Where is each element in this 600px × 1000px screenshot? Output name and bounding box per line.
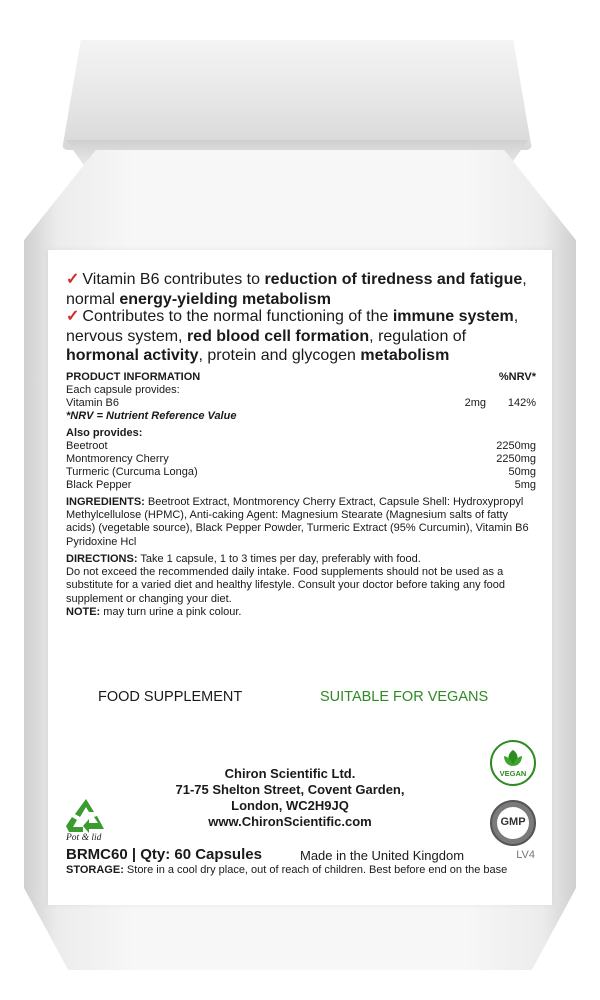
ingredient-name: Turmeric (Curcuma Longa) xyxy=(66,466,198,478)
gmp-badge xyxy=(490,800,536,846)
check-icon: ✓ xyxy=(66,308,80,325)
recycle-caption: Pot & lid xyxy=(66,833,102,843)
company-name: Chiron Scientific Ltd. xyxy=(224,766,356,781)
vitamin-amount: 2mg xyxy=(464,397,486,409)
directions-block xyxy=(66,553,538,619)
bottle-cap xyxy=(62,40,532,150)
each-capsule-text: Each capsule provides: xyxy=(66,384,180,396)
storage-heading: STORAGE: xyxy=(66,864,124,876)
company-website: www.ChironScientific.com xyxy=(208,814,372,829)
ingredients-heading: INGREDIENTS: xyxy=(66,496,145,508)
claim-immune: ✓ Contributes to the normal functioning of the immune system, nervous system, red blood cell formation, regulation of hormonal activity, protein and glycogen metabolism xyxy=(66,308,519,364)
directions-heading: DIRECTIONS: xyxy=(66,553,138,565)
ingredient-amount: 2250mg xyxy=(496,453,536,465)
company-city: London, WC2H9JQ xyxy=(231,798,349,813)
ingredient-amount: 5mg xyxy=(514,479,536,491)
ingredients-block xyxy=(66,496,538,549)
version-label: LV4 xyxy=(516,849,535,861)
company-street: 71-75 Shelton Street, Covent Garden, xyxy=(175,782,405,797)
storage-text: Store in a cool dry place, out of reach of children. Best before end on the base xyxy=(126,864,508,876)
vegan-badge-text: VEGAN xyxy=(499,769,527,778)
claim-tiredness: ✓ Vitamin B6 contributes to reduction of tiredness and fatigue, normal energy-yielding metabolism xyxy=(66,271,527,308)
product-info-heading: PRODUCT INFORMATION xyxy=(66,371,201,383)
directions-warning: Do not exceed the recommended daily intake. Food supplements should not be used as a substitute for a varied diet and healthy lifestyle. Consult your doctor before taking any food supplement or changing your diet. xyxy=(66,566,506,605)
nrv-note: *NRV = Nutrient Reference Value xyxy=(66,410,237,422)
ingredient-name: Beetroot xyxy=(66,440,108,452)
nrv-heading: %NRV* xyxy=(498,371,536,383)
ingredient-amount: 2250mg xyxy=(496,440,536,452)
note-heading: NOTE: xyxy=(66,605,101,618)
note-text: may turn urine a pink colour. xyxy=(103,605,242,618)
gmp-badge-text: GMP xyxy=(500,816,526,828)
vitamin-nrv: 142% xyxy=(507,397,536,409)
also-provides-heading: Also provides: xyxy=(66,427,143,439)
vegan-badge xyxy=(490,740,536,786)
ingredient-name: Black Pepper xyxy=(66,479,132,491)
ingredient-amount: 50mg xyxy=(508,466,536,478)
storage-line xyxy=(66,864,507,877)
vitamin-name: Vitamin B6 xyxy=(66,397,119,409)
check-icon: ✓ xyxy=(66,271,80,288)
directions-text: Take 1 capsule, 1 to 3 times per day, preferably with food. xyxy=(140,553,421,565)
company-address xyxy=(140,766,440,830)
food-supplement-label: FOOD SUPPLEMENT xyxy=(98,689,243,705)
product-code: BRMC60 | Qty: 60 Capsules xyxy=(66,846,262,863)
ingredients-text: Beetroot Extract, Montmorency Cherry Extract, Capsule Shell: Hydroxypropyl Methylcellulose (HPMC), Anti-caking Agent: Magnesium Stearate (Magnesium salts of fatty acids) (vegetable source), Black Pepper Powder, Turmeric Extract (95% Curcumin), Vitamin B6 Pyridoxine Hcl xyxy=(66,496,529,548)
ingredient-name: Montmorency Cherry xyxy=(66,453,169,465)
made-in-label: Made in the United Kingdom xyxy=(300,848,465,863)
suitable-vegans-label: SUITABLE FOR VEGANS xyxy=(320,689,489,705)
